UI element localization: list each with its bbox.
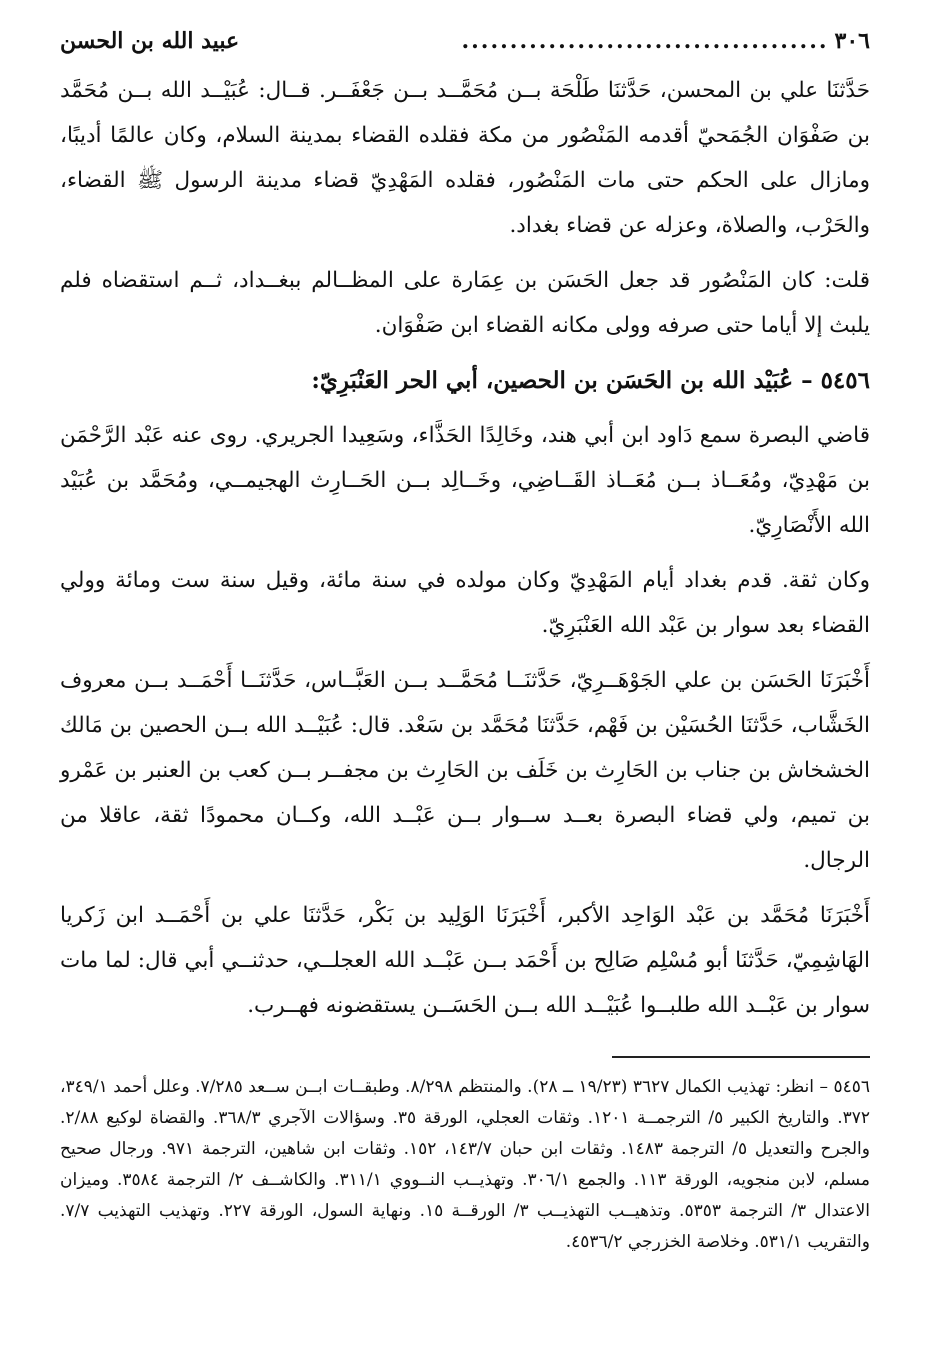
paragraph-6: أَخْبَرَنَا مُحَمَّد بن عَبْد الوَاحِد الأكبر، أَخْبَرَنَا الوَلِيد بن بَكْر، حَدَّثنَا علي بن أَحْمَــد ابن زَكريا الهَاشِمِيّ، حَدَّثنَا أبو مُسْلِم صَالِح بن أَحْمَد بــن عَبْــد الله العجلــي، حدثنــي أبي قال: لما مات سوار بن عَبْــد الله طلبــوا عُبَيْــد الله بــن الحَسَــن يستقضونه فهــرب.: [60, 903, 870, 1018]
footnote-divider: [612, 1056, 870, 1058]
running-header: [60, 28, 870, 68]
paragraph-5: أَخْبَرَنَا الحَسَن بن علي الجَوْهَــرِيّ، حَدَّثنَــا مُحَمَّــد بــن العَبَّــاس، حَدَّثنَــا أَحْمَــد بــن معروف الخَشَّاب، حَدَّثنَا الحُسَيْن بن فَهْم، حَدَّثنَا مُحَمَّد بن سَعْد. قال: عُبَيْــد الله بــن الحصين بن مَالك الخشخاش بن جناب بن الحَارِث بن خَلَف بن الحَارِث بن مجفــر بــن كعب بن العنبر بن عَمْرو بن تميم، ولي قضاء البصرة بعــد ســوار بــن عَبْــد الله، وكــان محمودًا ثقة، عاقلا من الرجال.: [60, 668, 870, 873]
footnote: ٥٤٥٦ – انظر: تهذيب الكمال ٣٦٢٧ (١٩/٢٣ ــ ٢٨). والمنتظم ٨/٢٩٨. وطبقــات ابــن ســعد ٧/٢٨٥. وعلل أحمد ٣٤٩/١، ٣٧٢. والتاريخ الكبير ٥/ الترجمــة ١٢٠١. وثقات العجلي، الورقة ٣٥. وسؤالات الآجري ٣٦٨/٣. والقضاة لوكيع ٢/٨٨. والجرح والتعديل ٥/ الترجمة ١٤٨٣. وثقات ابن حبان ١٤٣/٧، ١٥٢. وثقات ابن شاهين، الترجمة ٩٧١. ورجال صحيح مسلم، لابن منجويه، الورقة ١١٣. والجمع ٣٠٦/١. وتهذيــب النــووي ٣١١/١. والكاشــف ٢/ الترجمة ٣٥٨٤. وميزان الاعتدال ٣/ الترجمة ٥٣٥٣. وتذهيــب التهذيــب ٣/ الورقــة ١٥. ونهاية السول، الورقة ٢٢٧. وتهذيب التهذيب ٧/٧. والتقريب ٥٣١/١. وخلاصة الخزرجي ٤٥٣٦/٢.: [60, 1077, 870, 1252]
dot-leader: ......................................: [461, 28, 829, 54]
entry-heading: ٥٤٥٦ – عُبَيْد الله بن الحَسَن بن الحصين، أبي الحر العَنْبَرِيّ:: [311, 367, 870, 394]
paragraph-3: قاضي البصرة سمع دَاود ابن أبي هند، وخَالِدًا الحَذَّاء، وسَعِيدا الجريري. روى عنه عَبْد الرَّحْمَن بن مَهْدِيّ، ومُعَــاذ بــن مُعَــاذ القَــاضِي، وخَــالِد بــن الحَــارِث الهجيمــي، ومُحَمَّد بن عُبَيْد الله الأَنْصَارِيّ.: [60, 423, 870, 538]
page-number: ٣٠٦: [834, 28, 870, 54]
main-text: [60, 68, 870, 1028]
paragraph-4: وكان ثقة. قدم بغداد أيام المَهْدِيّ وكان مولده في سنة مائة، وقيل سنة ست ومائة وولي القضاء بعد سوار بن عَبْد الله العَنْبَرِيّ.: [60, 568, 870, 638]
header-title: عبيد الله بن الحسن: [60, 28, 240, 54]
paragraph-1: حَدَّثنَا علي بن المحسن، حَدَّثنَا طَلْحَة بــن مُحَمَّــد بــن جَعْفَــر. قــال: عُبَيْــد الله بــن مُحَمَّد بن صَفْوَان الجُمَحيّ أقدمه المَنْصُور من مكة فقلده القضاء بمدينة السلام، وكان عالمًا أديبًا، ومازال على الحكم حتى مات المَنْصُور، فقلده المَهْدِيّ قضاء مدينة الرسول ﷺ القضاء، والحَرْب، والصلاة، وعزله عن قضاء بغداد.: [60, 78, 870, 238]
book-page: [60, 28, 870, 1258]
paragraph-2: قلت: كان المَنْصُور قد جعل الحَسَن بن عِمَارة على المظــالم ببغــداد، ثــم استقضاه فلم يلبث إلا أياما حتى صرفه وولى مكانه القضاء ابن صَفْوَان.: [60, 268, 870, 338]
